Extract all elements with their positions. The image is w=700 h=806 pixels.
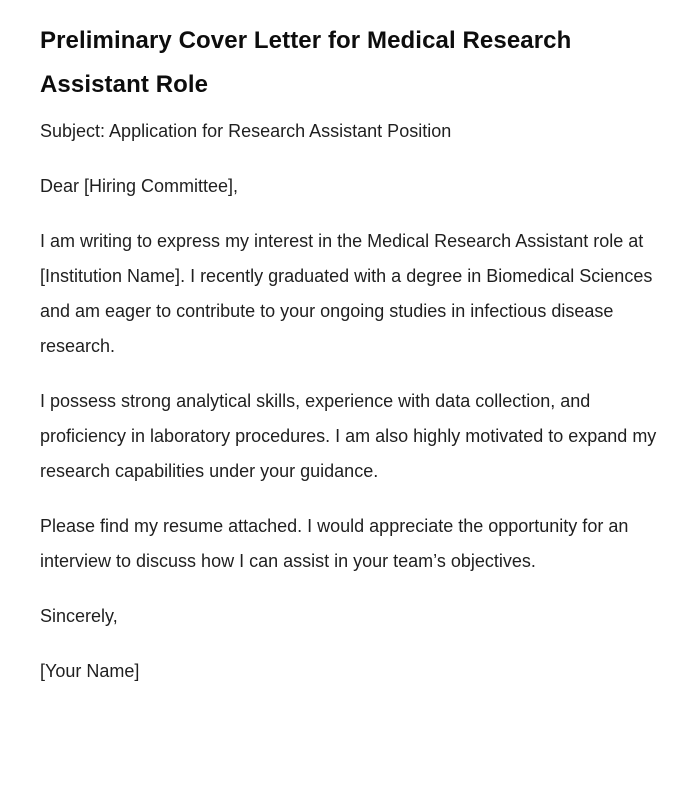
body-paragraph: I am writing to express my interest in the Medical Research Assistant role at [Institution Name]. I recently graduated with a degree in Biomedical Sciences and am eager to contribute to your ongoing studies in infectious disease research. [40, 231, 653, 356]
closing: Sincerely, [40, 606, 118, 626]
body-paragraph: Please find my resume attached. I would appreciate the opportunity for an interview to discuss how I can assist in your team’s objectives. [40, 516, 629, 571]
subject-line: Subject: Application for Research Assistant Position [40, 121, 452, 141]
salutation: Dear [Hiring Committee], [40, 176, 239, 196]
signature-placeholder: [Your Name] [40, 661, 140, 681]
page-title: Preliminary Cover Letter for Medical Research Assistant Role [40, 27, 572, 98]
body-paragraph: I possess strong analytical skills, experience with data collection, and proficiency in laboratory procedures. I am also highly motivated to expand my research capabilities under your guidance. [40, 391, 657, 481]
